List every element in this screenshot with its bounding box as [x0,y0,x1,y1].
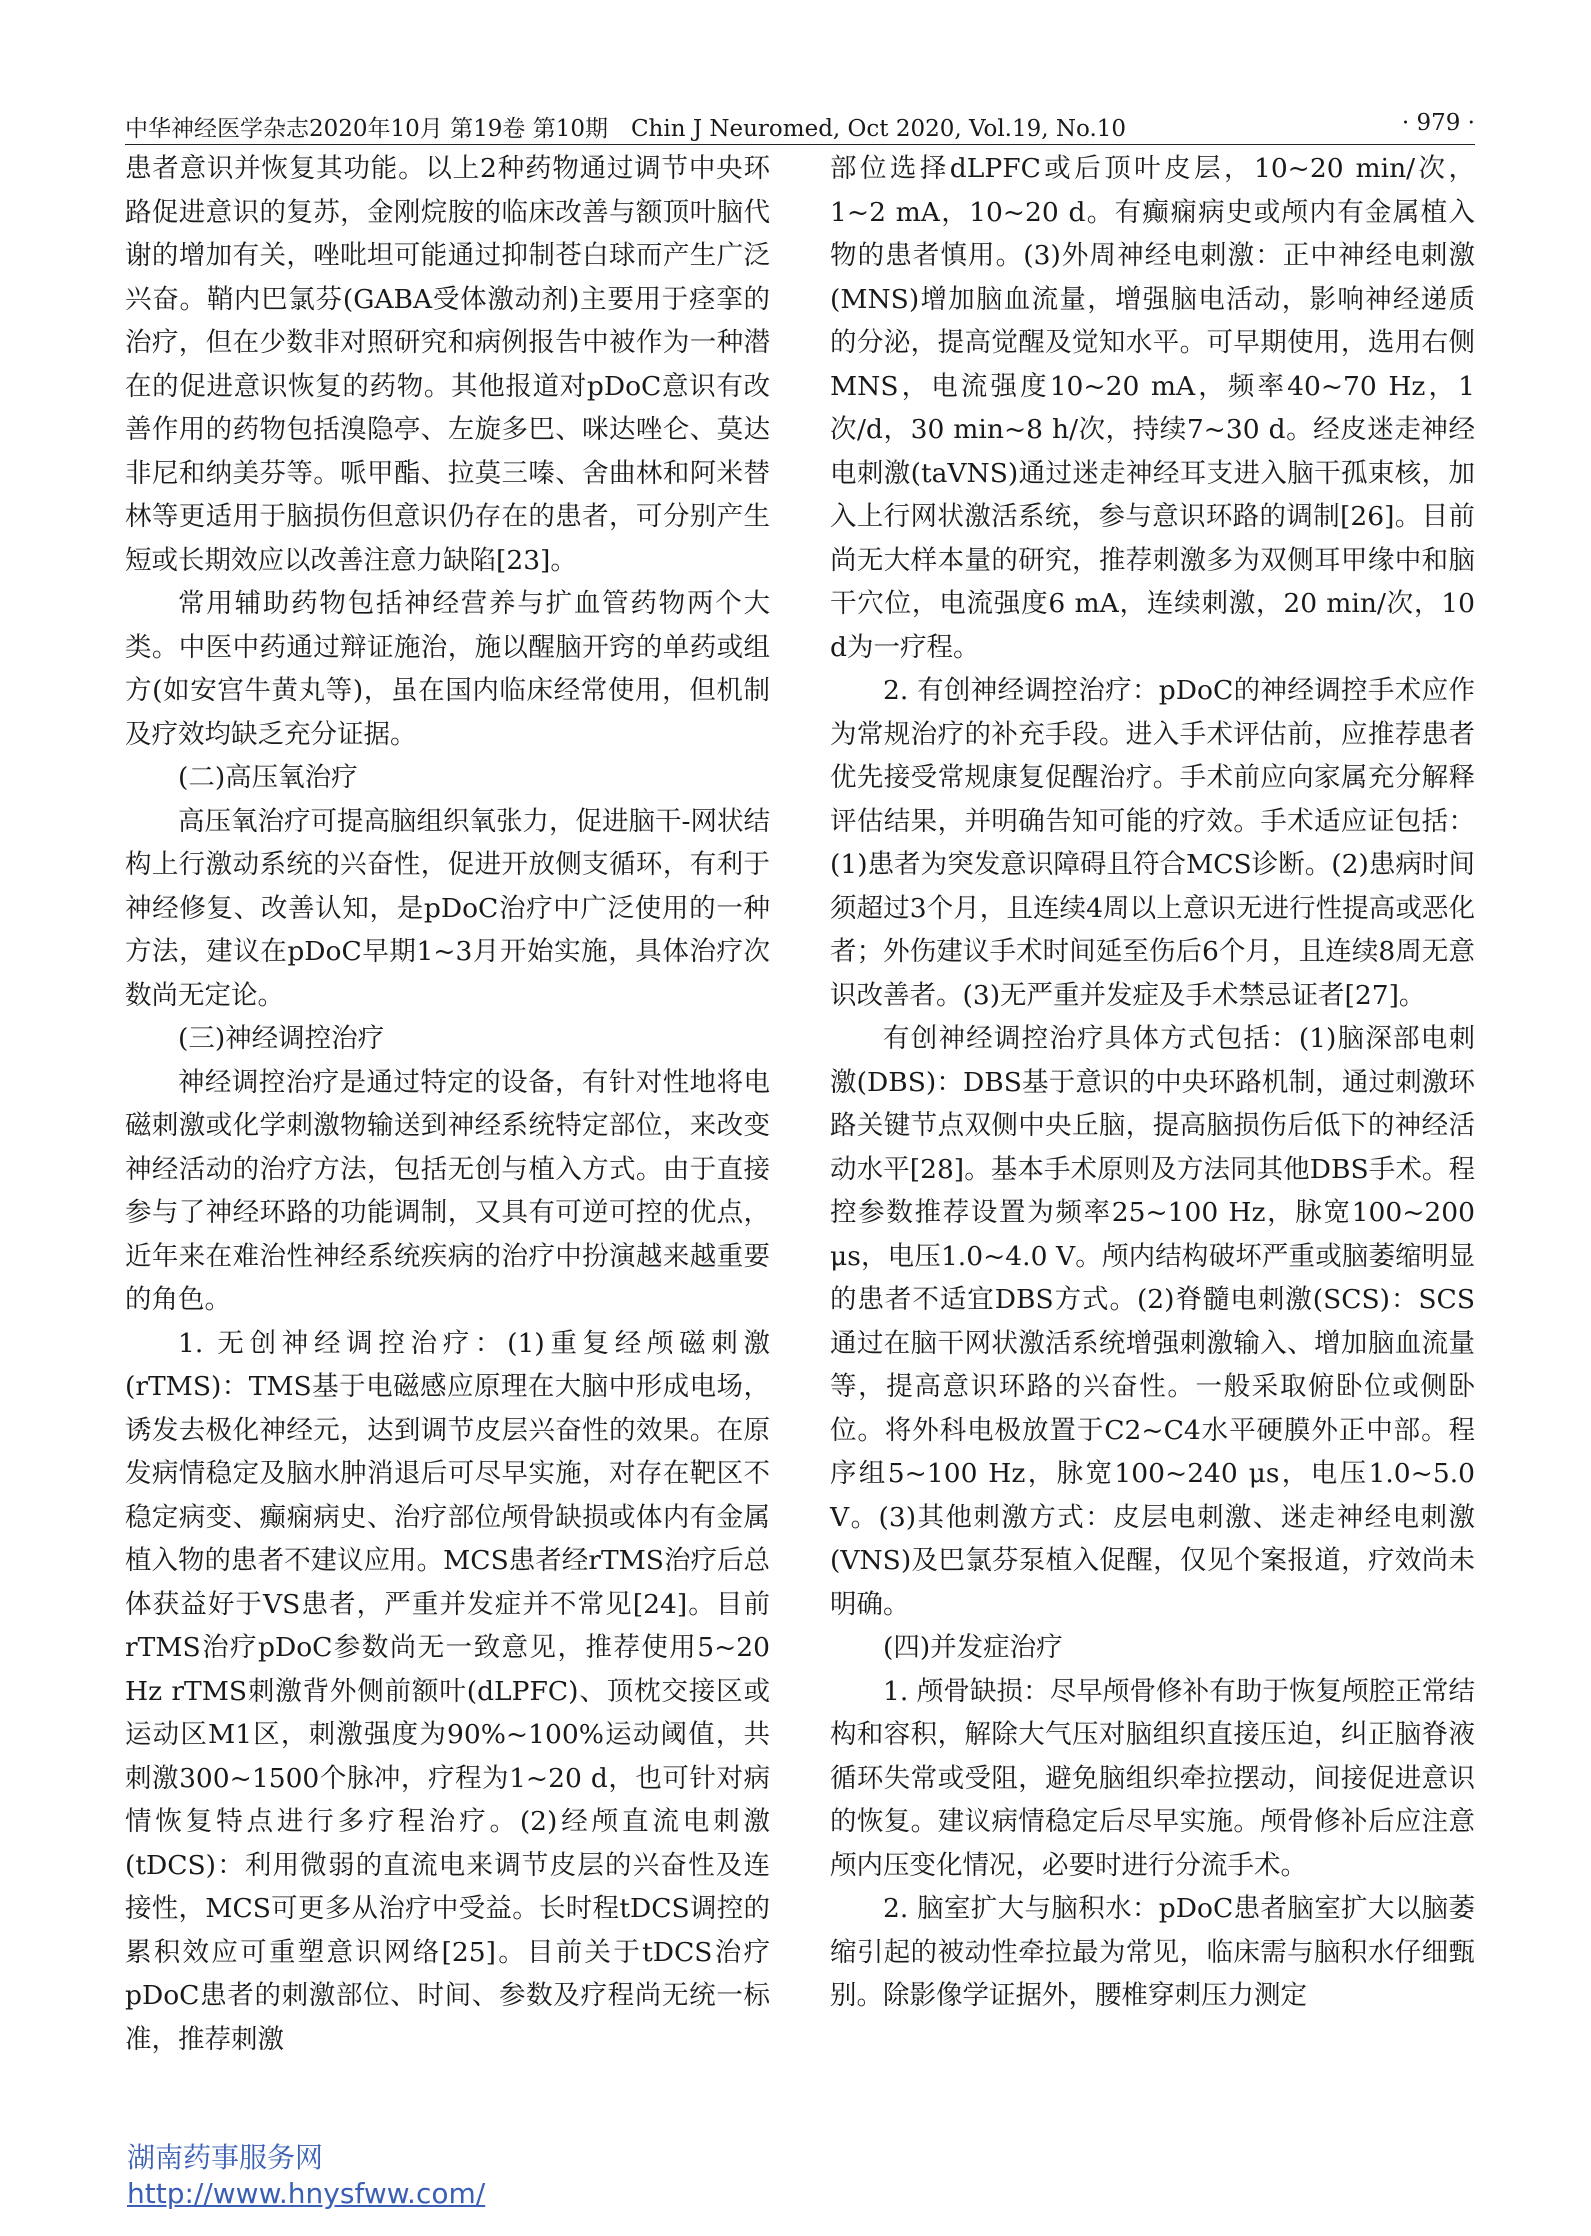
paragraph: 2. 有创神经调控治疗：pDoC的神经调控手术应作为常规治疗的补充手段。进入手术评估前，应推荐患者优先接受常规康复促醒治疗。手术前应向家属充分解释评估结果，并明确告知可能的疗效。手术适应证包括：(1)患者为突发意识障碍且符合MCS诊断。(2)患病时间须超过3个月，且连续4周以上意识无进行性提高或恶化者；外伤建议手术时间延至伤后6个月，且连续8周无意识改善者。(3)无严重并发症及手术禁忌证者[27]。 [830,675,1475,1011]
section-heading: (二)高压氧治疗 [178,762,358,793]
paragraph: 患者意识并恢复其功能。以上2种药物通过调节中央环路促进意识的复苏，金刚烷胺的临床改善与额顶叶脑代谢的增加有关，唑吡坦可能通过抑制苍白球而产生广泛兴奋。鞘内巴氯芬(GABA受体激动剂)主要用于痉挛的治疗，但在少数非对照研究和病例报告中被作为一种潜在的促进意识恢复的药物。其他报道对pDoC意识有改善作用的药物包括溴隐亭、左旋多巴、咪达唑仑、莫达非尼和纳美芬等。哌甲酯、拉莫三嗪、舍曲林和阿米替林等更适用于脑损伤但意识仍存在的患者，可分别产生短或长期效应以改善注意力缺陷[23]。 [125,153,770,576]
section-heading: (四)并发症治疗 [883,1632,1063,1663]
paragraph: 神经调控治疗是通过特定的设备，有针对性地将电磁刺激或化学刺激物输送到神经系统特定部位，来改变神经活动的治疗方法，包括无创与植入方式。由于直接参与了神经环路的功能调制，又具有可逆可控的优点，近年来在难治性神经系统疾病的治疗中扮演越来越重要的角色。 [125,1066,770,1315]
running-header [125,108,1475,145]
page-number: · 979 · [1401,110,1475,136]
watermark-footer [127,2140,485,2212]
paragraph: 2. 脑室扩大与脑积水：pDoC患者脑室扩大以脑萎缩引起的被动性牵拉最为常见，临床需与脑积水仔细甄别。除影像学证据外，腰椎穿刺压力测定 [830,1893,1475,2011]
site-url-link[interactable]: http://www.hnysfww.com/ [127,2177,486,2210]
section-heading: (三)神经调控治疗 [178,1023,385,1054]
paragraph: 1. 颅骨缺损：尽早颅骨修补有助于恢复颅腔正常结构和容积，解除大气压对脑组织直接压迫，纠正脑脊液循环失常或受阻，避免脑组织牵拉摆动，间接促进意识的恢复。建议病情稳定后尽早实施。颅骨修补后应注意颅内压变化情况，必要时进行分流手术。 [830,1675,1475,1881]
paragraph: 高压氧治疗可提高脑组织氧张力，促进脑干-网状结构上行激动系统的兴奋性，促进开放侧支循环，有利于神经修复、改善认知，是pDoC治疗中广泛使用的一种方法，建议在pDoC早期1~3月开始实施，具体治疗次数尚无定论。 [125,805,770,1011]
right-column [830,147,1475,2018]
site-name: 湖南药事服务网 [127,2141,324,2174]
left-column [125,147,770,2061]
journal-citation: 中华神经医学杂志2020年10月 第19卷 第10期 Chin J Neuromed, Oct 2020, Vol.19, No.10 [125,116,1127,142]
paragraph: 部位选择dLPFC或后顶叶皮层，10~20 min/次，1~2 mA，10~20 d。有癫痫病史或颅内有金属植入物的患者慎用。(3)外周神经电刺激：正中神经电刺激(MNS)增加脑血流量，增强脑电活动，影响神经递质的分泌，提高觉醒及觉知水平。可早期使用，选用右侧MNS，电流强度10~20 mA，频率40~70 Hz，1次/d，30 min~8 h/次，持续7~30 d。经皮迷走神经电刺激(taVNS)通过迷走神经耳支进入脑干孤束核，加入上行网状激活系统，参与意识环路的调制[26]。目前尚无大样本量的研究，推荐刺激多为双侧耳甲缘中和脑干穴位，电流强度6 mA，连续刺激，20 min/次，10 d为一疗程。 [830,153,1475,663]
paragraph: 常用辅助药物包括神经营养与扩血管药物两个大类。中医中药通过辩证施治，施以醒脑开窍的单药或组方(如安宫牛黄丸等)，虽在国内临床经常使用，但机制及疗效均缺乏充分证据。 [125,588,770,750]
paragraph: 1. 无创神经调控治疗：(1)重复经颅磁刺激(rTMS)：TMS基于电磁感应原理在大脑中形成电场，诱发去极化神经元，达到调节皮层兴奋性的效果。在原发病情稳定及脑水肿消退后可尽早实施，对存在靶区不稳定病变、癫痫病史、治疗部位颅骨缺损或体内有金属植入物的患者不建议应用。MCS患者经rTMS治疗后总体获益好于VS患者，严重并发症并不常见[24]。目前rTMS治疗pDoC参数尚无一致意见，推荐使用5~20 Hz rTMS刺激背外侧前额叶(dLPFC)、顶枕交接区或运动区M1区，刺激强度为90%~100%运动阈值，共刺激300~1500个脉冲，疗程为1~20 d，也可针对病情恢复特点进行多疗程治疗。(2)经颅直流电刺激(tDCS)：利用微弱的直流电来调节皮层的兴奋性及连接性，MCS可更多从治疗中受益。长时程tDCS调控的累积效应可重塑意识网络[25]。目前关于tDCS治疗pDoC患者的刺激部位、时间、参数及疗程尚无统一标准，推荐刺激 [125,1327,770,2055]
paragraph: 有创神经调控治疗具体方式包括：(1)脑深部电刺激(DBS)：DBS基于意识的中央环路机制，通过刺激环路关键节点双侧中央丘脑，提高脑损伤后低下的神经活动水平[28]。基本手术原则及方法同其他DBS手术。程控参数推荐设置为频率25~100 Hz，脉宽100~200 μs，电压1.0~4.0 V。颅内结构破坏严重或脑萎缩明显的患者不适宜DBS方式。(2)脊髓电刺激(SCS)：SCS通过在脑干网状激活系统增强刺激输入、增加脑血流量等，提高意识环路的兴奋性。一般采取俯卧位或侧卧位。将外科电极放置于C2~C4水平硬膜外正中部。程序组5~100 Hz，脉宽100~240 μs，电压1.0~5.0 V。(3)其他刺激方式：皮层电刺激、迷走神经电刺激(VNS)及巴氯芬泵植入促醒，仅见个案报道，疗效尚未明确。 [830,1023,1475,1620]
